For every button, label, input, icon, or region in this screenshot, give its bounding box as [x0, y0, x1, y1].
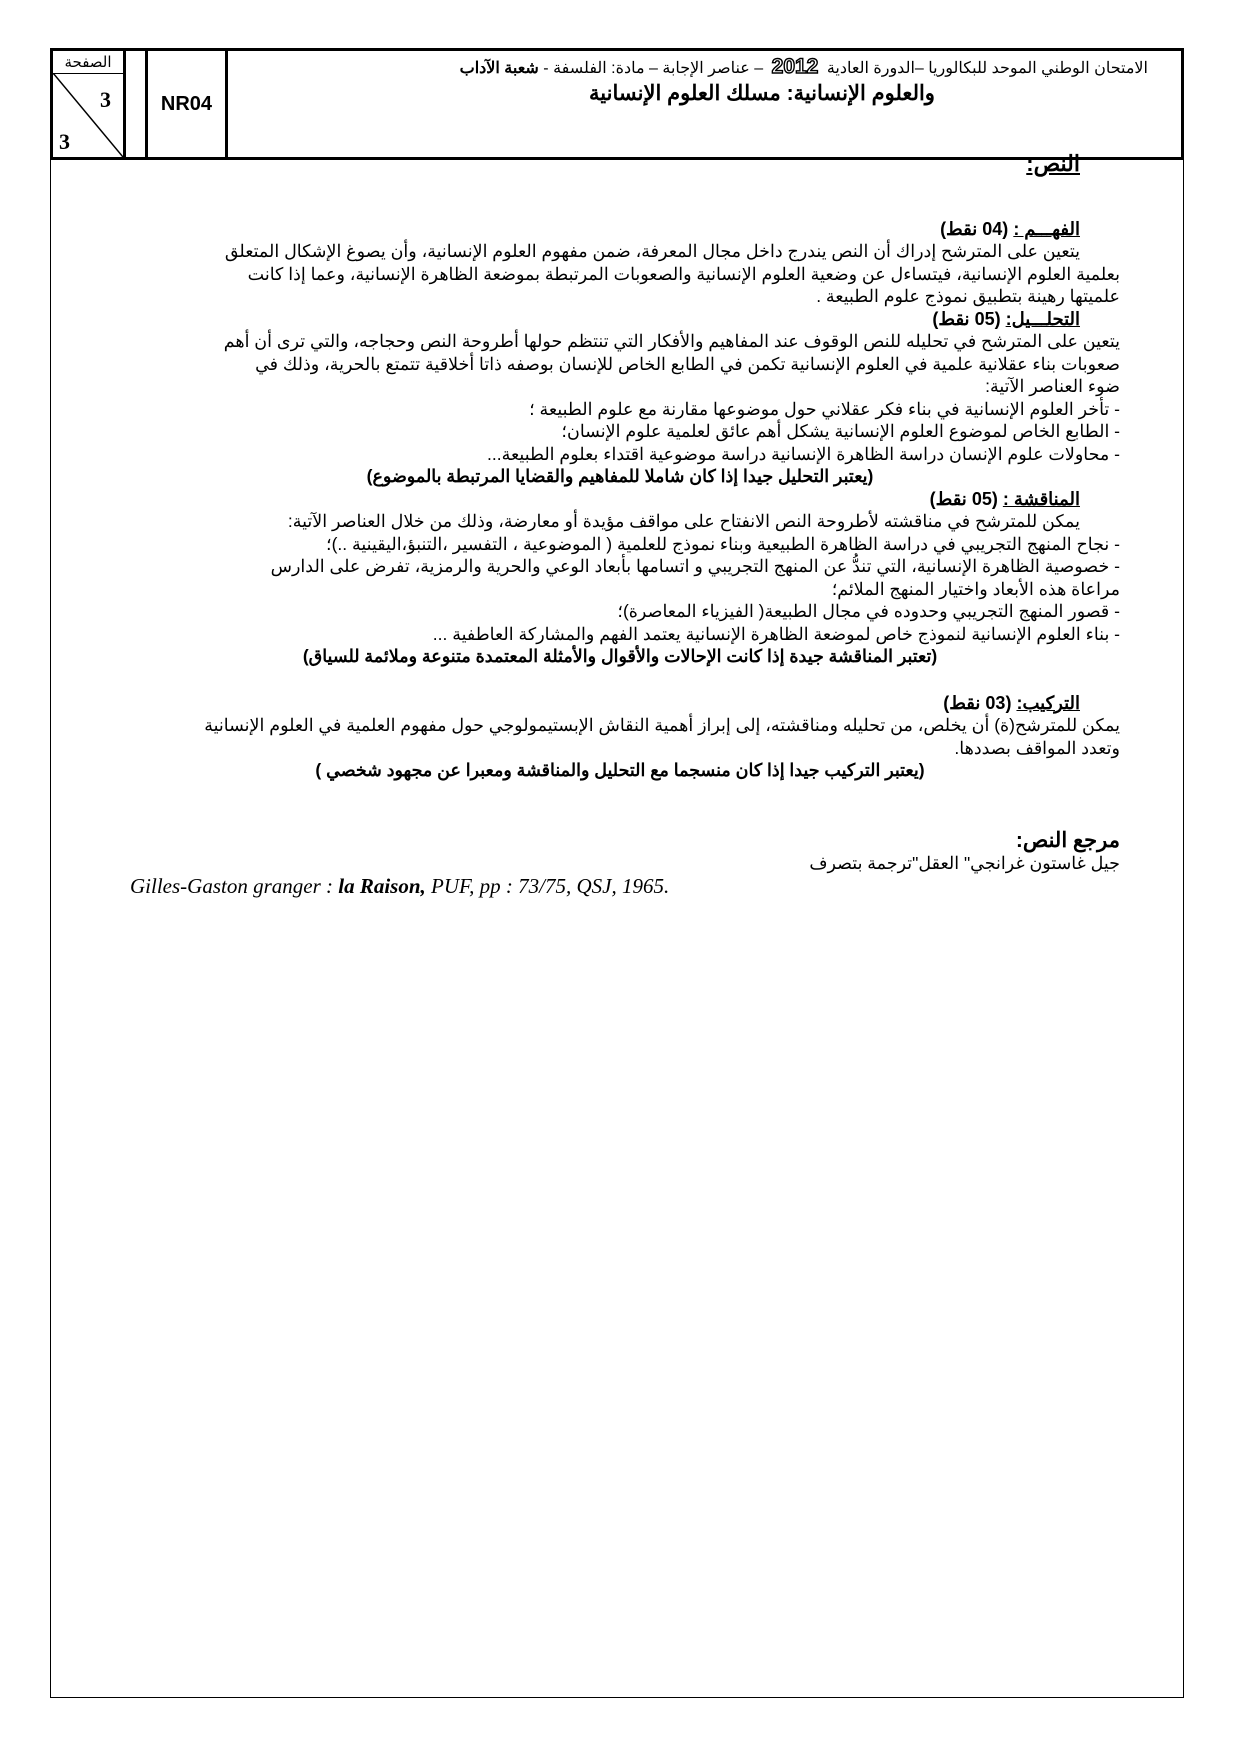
- header-text: [236, 56, 1148, 108]
- analysis-line: ضوء العناصر الآتية:: [985, 376, 1120, 396]
- answer-content: [120, 140, 1120, 897]
- analysis-item: - الطابع الخاص لموضوع العلوم الإنسانية يشكل أهم عائق لعلمية علوم الإنسان؛: [561, 421, 1120, 441]
- discussion-note: (تعتبر المناقشة جيدة إذا كانت الإحالات والأقوال والأمثلة المعتمدة متنوعة وملائمة للسياق): [302, 646, 938, 666]
- reference-latin: Gilles-Gaston granger : la Raison, PUF, pp : 73/75, QSJ, 1965.: [130, 873, 670, 898]
- exam-year: 2012: [771, 55, 819, 78]
- section-discussion-heading: المناقشة : (05 نقط): [929, 488, 1080, 509]
- analysis-item: - محاولات علوم الإنسان دراسة الظاهرة الإنسانية دراسة موضوعية اقتداء بعلوم الطبيعة...: [487, 443, 1120, 464]
- discussion-item: - خصوصية الظاهرة الإنسانية، التي تندُّ عن المنهج التجريبي و اتسامها بأبعاد الوعي والحرية والرمزية، تفرض على الدارس: [270, 556, 1120, 576]
- synthesis-note: (يعتبر التركيب جيدا إذا كان منسجما مع التحليل والمناقشة ومعبرا عن مجهود شخصي ): [315, 760, 925, 780]
- analysis-line: يتعين على المترشح في تحليله للنص الوقوف عند المفاهيم والأفكار التي تنتظم حولها أطروحة النص وحجاجه، والتي ترى أن أهم: [223, 331, 1120, 351]
- section-synthesis-heading: التركيب: (03 نقط): [943, 692, 1080, 713]
- reference-heading: مرجع النص:: [1015, 828, 1120, 852]
- header-subject: – عناصر الإجابة – مادة: الفلسفة -: [543, 60, 764, 77]
- synthesis-line: يمكن للمترشح(ة) أن يخلص، من تحليله ومناقشته، إلى إبراز أهمية النقاش الإبستيمولوجي حول مفهوم العلمية في العلوم الإنسانية: [204, 715, 1120, 735]
- header-intro: الامتحان الوطني الموحد للبكالوريا –الدورة العادية: [826, 60, 1148, 77]
- synthesis-line: وتعدد المواقف بصددها.: [954, 737, 1120, 758]
- header-branch: شعبة الآداب: [459, 60, 539, 77]
- comprehension-line: علميتها رهينة بتطبيق نموذج علوم الطبيعة .: [816, 286, 1120, 306]
- discussion-line: يمكن للمترشح في مناقشته لأطروحة النص الانفتاح على مواقف مؤيدة أو معارضة، وذلك من خلال العناصر الآتية:: [287, 511, 1080, 531]
- discussion-item: مراعاة هذه الأبعاد واختيار المنهج الملائم؛: [831, 578, 1120, 599]
- analysis-item: - تأخر العلوم الإنسانية في بناء فكر عقلاني حول موضوعها مقارنة مع علوم الطبيعة ؛: [529, 398, 1120, 419]
- analysis-note: (يعتبر التحليل جيدا إذا كان شاملا للمفاهيم والقضايا المرتبطة بالموضوع): [366, 466, 874, 486]
- discussion-item: - نجاح المنهج التجريبي في دراسة الظاهرة الطبيعية وبناء نموذج للعلمية ( الموضوعية ، التفسير ،التنبؤ،اليقينية ..)؛: [326, 533, 1120, 554]
- discussion-item: - قصور المنهج التجريبي وحدوده في مجال الطبيعة( الفيزياء المعاصرة)؛: [617, 601, 1120, 621]
- discussion-item: - بناء العلوم الإنسانية لنموذج خاص لموضعة الظاهرة الإنسانية يعتمد الفهم والمشاركة العاطفية ...: [432, 623, 1120, 644]
- page-title: النص:: [1026, 151, 1080, 176]
- analysis-line: صعوبات بناء عقلانية علمية في العلوم الإنسانية تكمن في الطابع الخاص للإنسان بوصفه ذاتا أخلاقية تتمتع بالحرية، وذلك في: [255, 353, 1120, 374]
- page-label: الصفحة: [53, 53, 123, 74]
- header-line-1: [236, 56, 1148, 80]
- page-current: 3: [100, 87, 111, 112]
- header-line-2: والعلوم الإنسانية: مسلك العلوم الإنسانية: [589, 82, 935, 105]
- page-total: 3: [59, 129, 70, 154]
- comprehension-line: يتعين على المترشح إدراك أن النص يندرج داخل مجال المعرفة، ضمن مفهوم العلوم الإنسانية، وأن يصوغ الإشكال المتعلق: [224, 241, 1080, 261]
- page-number-box: [50, 48, 126, 160]
- section-analysis-heading: التحلـــيل: (05 نقط): [932, 308, 1080, 329]
- section-comprehension-heading: الفهـــم : (04 نقط): [940, 218, 1080, 239]
- comprehension-line: بعلمية العلوم الإنسانية، فيتساءل عن وضعية العلوم الإنسانية والصعوبات المرتبطة بموضعة الظاهرة الإنسانية، وعما إذا كانت: [247, 263, 1120, 284]
- exam-code: NR04: [145, 48, 228, 160]
- reference-arabic: جيل غاستون غرانجي" العقل"ترجمة بتصرف: [809, 853, 1120, 873]
